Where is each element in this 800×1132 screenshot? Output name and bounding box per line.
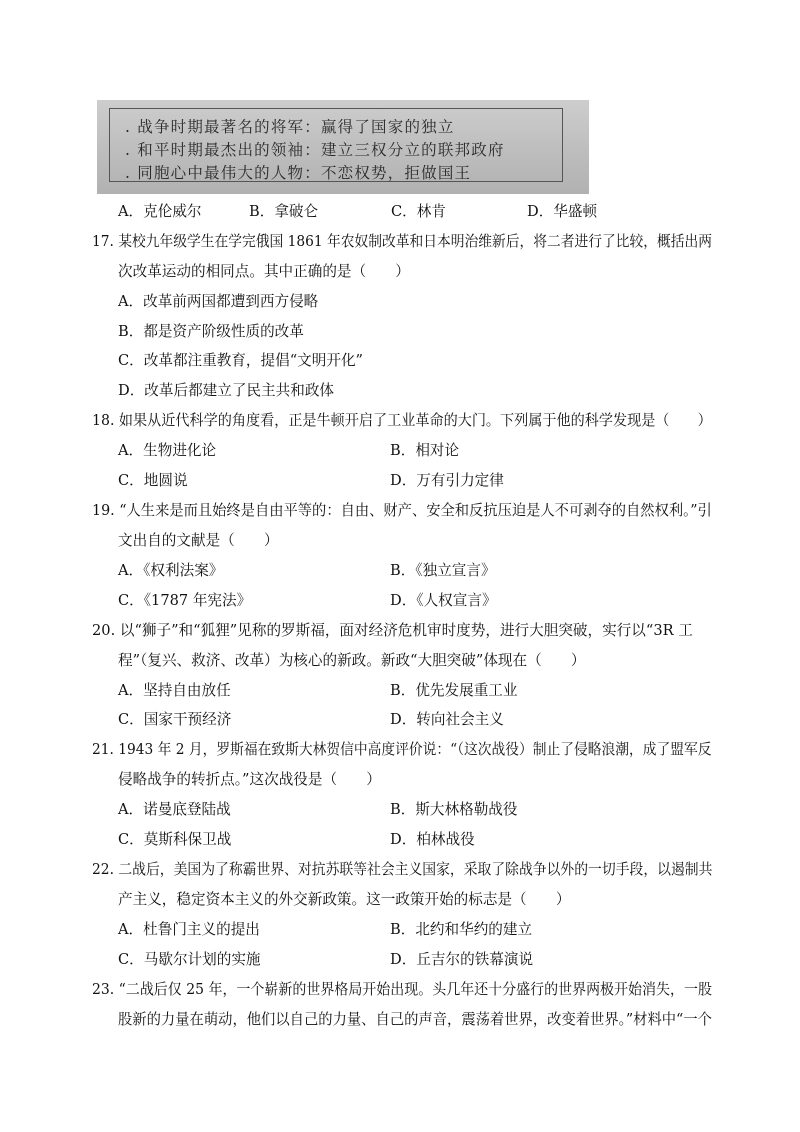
- q21-stem-line-2: 侵略战争的转折点。”这次战役是（ ）: [118, 771, 381, 788]
- q22-option-c: C．马歇尔计划的实施: [118, 951, 261, 968]
- q18-option-d: D．万有引力定律: [390, 472, 504, 489]
- scanned-excerpt-image: [97, 100, 589, 194]
- q23-stem-line-2: 股新的力量在萌动，他们以自己的力量、自己的声音，震荡着世界，改变着世界。”材料中“一个: [118, 1011, 712, 1028]
- q18-option-b: B．相对论: [390, 442, 460, 459]
- q20-option-a: A．坚持自由放任: [118, 682, 231, 699]
- q18-option-a: A．生物进化论: [118, 442, 217, 459]
- q21-option-b: B．斯大林格勒战役: [390, 801, 518, 818]
- q17-option-b: B．都是资产阶级性质的改革: [118, 323, 304, 340]
- q17-stem-line-2: 次改革运动的相同点。其中正确的是（ ）: [118, 263, 410, 280]
- q20-stem-line-1: 20. 以“狮子”和“狐狸”见称的罗斯福，面对经济危机审时度势，进行大胆突破，实行以“3R 工: [92, 622, 693, 639]
- scanned-excerpt-line: . 同胞心中最伟大的人物：不恋权势，拒做国王: [125, 164, 472, 182]
- q17-option-c: C．改革都注重教育，提倡“文明开化”: [118, 352, 363, 369]
- q17-stem-line-1: 17. 某校九年级学生在学完俄国 1861 年农奴制改革和日本明治维新后，将二者进行了比较，概括出两: [92, 233, 712, 250]
- q19-stem-line-1: 19. “人生来是而且始终是自由平等的：自由、财产、安全和反抗压迫是人不可剥夺的自然权利。”引: [92, 502, 712, 519]
- q19-option-b: B．《独立宣言》: [390, 562, 496, 579]
- q21-option-a: A．诺曼底登陆战: [118, 801, 231, 818]
- q21-option-d: D．柏林战役: [390, 831, 475, 848]
- q22-stem-line-1: 22. 二战后，美国为了称霸世界、对抗苏联等社会主义国家，采取了除战争以外的一切手段，以遏制共: [92, 861, 713, 878]
- q22-option-b: B．北约和华约的建立: [390, 921, 533, 938]
- q16-option-d: D．华盛顿: [527, 203, 598, 220]
- q16-option-b: B．拿破仑: [249, 203, 319, 220]
- q20-stem-line-2: 程”（复兴、救济、改革）为核心的新政。新政“大胆突破”体现在（ ）: [118, 652, 586, 669]
- q21-option-c: C．莫斯科保卫战: [118, 831, 232, 848]
- q22-option-d: D．丘吉尔的铁幕演说: [390, 951, 534, 968]
- scanned-excerpt-line: . 战争时期最著名的将军：赢得了国家的独立: [125, 118, 455, 136]
- q22-option-a: A．杜鲁门主义的提出: [118, 921, 260, 938]
- q17-option-a: A．改革前两国都遭到西方侵略: [118, 293, 319, 310]
- q17-option-d: D．改革后都建立了民主共和政体: [118, 382, 335, 399]
- q19-option-d: D．《人权宣言》: [390, 592, 497, 609]
- q19-option-a: A．《权利法案》: [118, 562, 224, 579]
- q23-stem-line-1: 23. “二战后仅 25 年，一个崭新的世界格局开始出现。头几年还十分盛行的世界两极开始消失，一股: [92, 981, 712, 998]
- q20-option-b: B．优先发展重工业: [390, 682, 518, 699]
- q18-option-c: C．地圆说: [118, 472, 188, 489]
- q22-stem-line-2: 产主义，稳定资本主义的外交新政策。这一政策开始的标志是（ ）: [118, 891, 571, 908]
- q21-stem-line-1: 21. 1943 年 2 月，罗斯福在致斯大林贺信中高度评价说：“（这次战役）制止了侵略浪潮，成了盟军反: [92, 741, 712, 758]
- q16-option-a: A．克伦威尔: [118, 203, 202, 220]
- scanned-excerpt-line: . 和平时期最杰出的领袖：建立三权分立的联邦政府: [125, 141, 505, 159]
- q16-option-c: C．林肯: [391, 203, 446, 220]
- q19-stem-line-2: 文出自的文献是（ ）: [118, 532, 279, 549]
- q19-option-c: C．《1787 年宪法》: [118, 592, 252, 609]
- q18-stem-line-1: 18. 如果从近代科学的角度看，正是牛顿开启了工业革命的大门。下列属于他的科学发现是（ ）: [92, 412, 712, 429]
- q20-option-c: C．国家干预经济: [118, 711, 232, 728]
- q20-option-d: D．转向社会主义: [390, 711, 504, 728]
